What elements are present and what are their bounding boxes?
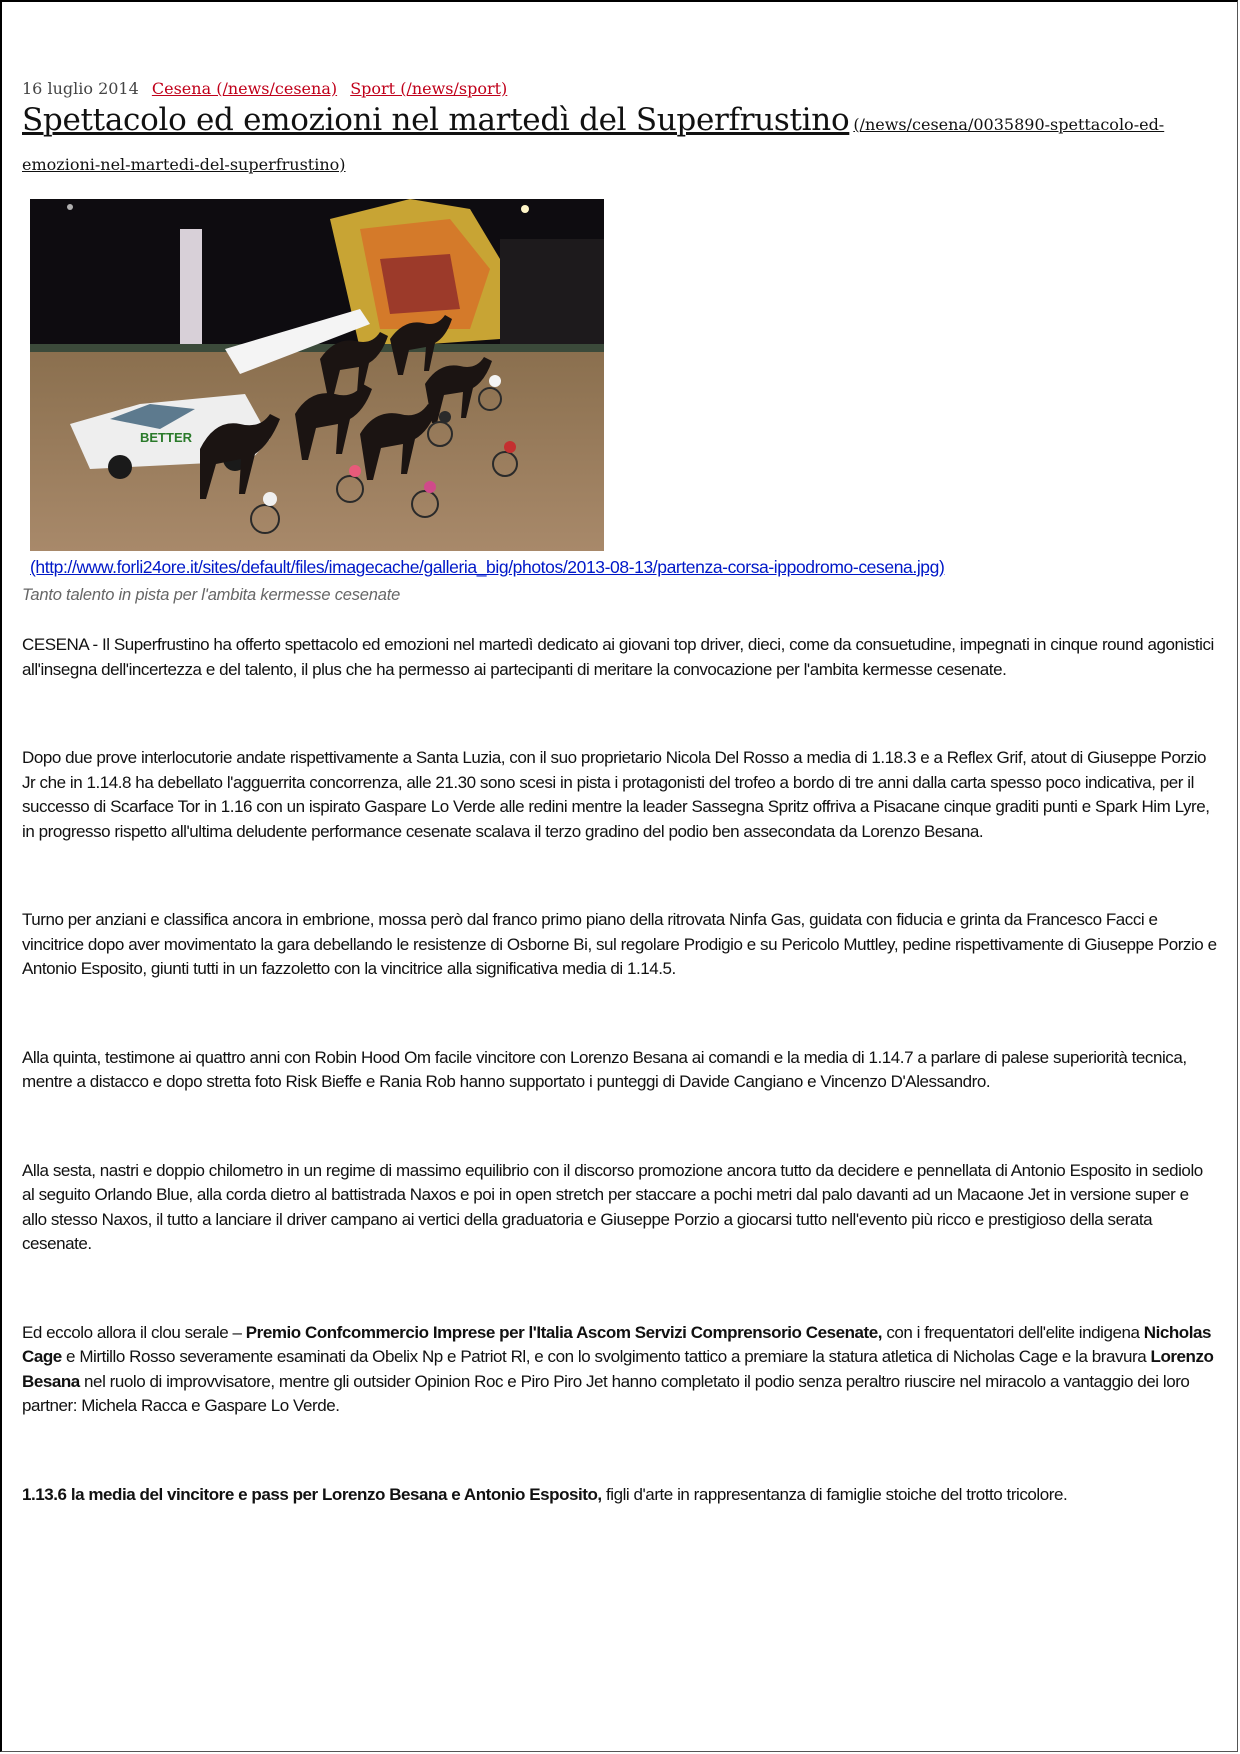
image-source-link[interactable]: (http://www.forli24ore.it/sites/default/files/imagecache/galleria_big/photos/2013-08-13/partenza-corsa-ippodromo-cesena.jpg) (30, 557, 945, 577)
race-photo (30, 199, 604, 551)
category-link-cesena[interactable]: Cesena (/news/cesena) (151, 79, 338, 98)
paragraph-4: Alla quinta, testimone ai quattro anni con Robin Hood Om facile vincitore con Lorenzo Besana ai comandi e la media di 1.14.7 a parlare di palese superiorità tecnica, mentre a distacco e dopo stretta foto Risk Bieffe e Rania Rob hanno supportato i punteggi di Davide Cangiano e Vincenzo D'Alessandro. (22, 1047, 1187, 1091)
p6-text-2: con i frequentatori dell'elite indigena (882, 1322, 1144, 1342)
p7-bold-lead: 1.13.6 la media del vincitore e pass per Lorenzo Besana e Antonio Esposito, (22, 1484, 602, 1504)
p6-text-1: Ed eccolo allora il clou serale – (22, 1322, 246, 1342)
p6-bold-prize: Premio Confcommercio Imprese per l'Italia Ascom Servizi Comprensorio Cesenate, (245, 1322, 883, 1342)
publish-date: 16 luglio 2014 (22, 79, 139, 98)
paragraph-3: Turno per anziani e classifica ancora in embrione, mossa però dal franco primo piano della ritrovata Ninfa Gas, guidata con fiducia e grinta da Francesco Facci e vincitrice dopo aver movimentato la gara debellando le resistenze di Osborne Bi, sul regolare Prodigio e su Pericolo Muttley, pedine rispettivamente di Giuseppe Porzio e Antonio Esposito, giunti tutti in un fazzoletto con la vincitrice alla significativa media di 1.14.5. (22, 910, 1217, 978)
category-link-sport[interactable]: Sport (/news/sport) (350, 79, 508, 98)
photo-caption: Tanto talento in pista per l'ambita kermesse cesenate (22, 586, 401, 604)
paragraph-2: Dopo due prove interlocutorie andate rispettivamente a Santa Luzia, con il suo proprietario Nicola Del Rosso a media di 1.18.3 e a Reflex Grif, atout di Giuseppe Porzio Jr che in 1.14.8 ha debellato l'agguerrita concorrenza, alle 21.30 sono scesi in pista i protagonisti del trofeo a bordo di tre anni dalla carta spesso poco indicativa, per il successo di Scarface Tor in 1.16 con un ispirato Gaspare Lo Verde alle redini mentre la leader Sassegna Spritz offriva a Pisacane cinque graditi punti e Spark Him Lyre, in progresso rispetto all'ultima deludente performance cesenate scalava il terzo gradino del podio ben assecondata da Lorenzo Besana. (22, 748, 1210, 841)
article (22, 78, 1222, 1507)
headline (22, 100, 1222, 185)
car-text: BETTER (140, 430, 192, 445)
p6-text-4: nel ruolo di improvvisatore, mentre gli outsider Opinion Roc e Piro Piro Jet hanno completato il podio senza peraltro riuscire nel miracolo a vantaggio dei loro partner: Michela Racca e Gaspare Lo Verde. (22, 1371, 1190, 1415)
article-title[interactable]: Spettacolo ed emozioni nel martedì del Superfrustino (22, 102, 850, 138)
paragraph-1: CESENA - Il Superfrustino ha offerto spettacolo ed emozioni nel martedì dedicato ai giovani top driver, dieci, come da consuetudine, impegnati in cinque round agonistici all'insegna dell'incertezza e del talento, il plus che ha permesso ai partecipanti di meritare la convocazione per l'ambita kermesse cesenate. (22, 635, 1214, 679)
p6-text-3: e Mirtillo Rosso severamente esaminati da Obelix Np e Patriot Rl, e con lo svolgimento tattico a premiare la statura atletica di Nicholas Cage e la bravura (61, 1347, 1151, 1366)
p6-bold-driver: Lorenzo Besana (22, 1347, 1214, 1391)
paragraph-5: Alla sesta, nastri e doppio chilometro in un regime di massimo equilibrio con il discorso promozione ancora tutto da decidere e pennellata di Antonio Esposito in sediolo al seguito Orlando Blue, alla corda dietro al battistrada Naxos e poi in open stretch per staccare a pochi metri dal palo davanti ad un Macaone Jet in versione super e allo stesso Naxos, il tutto a lanciare il driver campano ai vertici della graduatoria e Giuseppe Porzio a giocarsi tutto nell'evento più ricco e prestigioso della serata cesenate. (22, 1160, 1203, 1253)
paragraph-6 (22, 1321, 1217, 1419)
p6-bold-horse: Nicholas Cage (22, 1322, 1212, 1366)
article-meta (22, 78, 1222, 100)
paragraph-7 (22, 1483, 1217, 1508)
p7-text-1: figli d'arte in rappresentanza di famiglie stoiche del trotto tricolore. (601, 1484, 1068, 1504)
article-url[interactable]: (/news/cesena/0035890-spettacolo-ed-emozioni-nel-martedi-del-superfrustino) (22, 115, 1165, 174)
